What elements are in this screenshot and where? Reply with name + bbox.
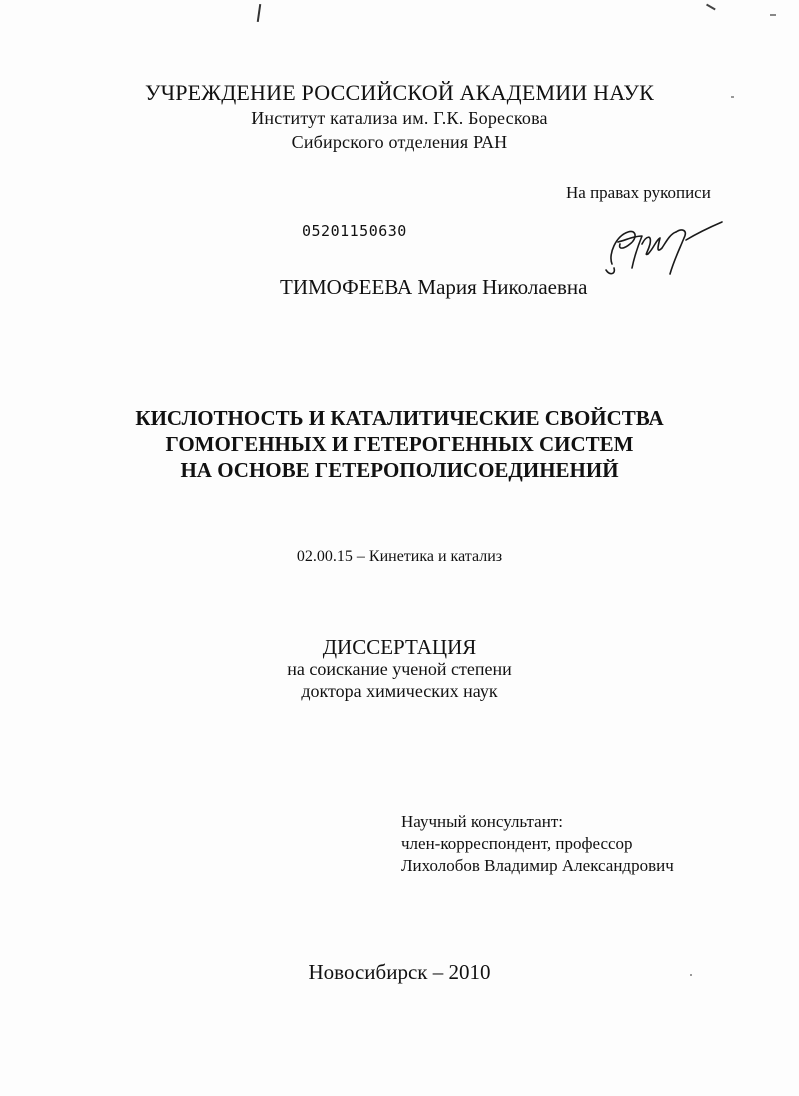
title-line-1: КИСЛОТНОСТЬ И КАТАЛИТИЧЕСКИЕ СВОЙСТВА	[135, 406, 664, 430]
institution-header	[0, 80, 799, 154]
title-line-3: НА ОСНОВЕ ГЕТЕРОПОЛИСОЕДИНЕНИЙ	[180, 458, 619, 482]
degree-line-2: доктора химических наук	[301, 681, 498, 701]
consultant-label: Научный консультант:	[401, 812, 563, 831]
author-name: ТИМОФЕЕВА Мария Николаевна	[280, 275, 588, 299]
consultant-name: Лихолобов Владимир Александрович	[401, 856, 674, 875]
scan-speck-right	[770, 14, 776, 16]
scan-mark-corner	[706, 4, 715, 10]
institute-line-2: Сибирского отделения РАН	[291, 132, 508, 152]
specialty-code: 02.00.15 – Кинетика и катализ	[296, 548, 503, 565]
institution-name: УЧРЕЖДЕНИЕ РОССИЙСКОЙ АКАДЕМИИ НАУК	[144, 80, 655, 105]
document-code: 05201150630	[302, 222, 407, 240]
institute-line-1: Институт катализа им. Г.К. Борескова	[251, 108, 548, 128]
rights-note: На правах рукописи	[566, 183, 711, 202]
dissertation-block	[0, 636, 799, 702]
consultant-block	[401, 811, 674, 877]
signature-image	[598, 214, 728, 284]
consultant-position: член-корреспондент, профессор	[401, 834, 633, 853]
dissertation-title	[0, 405, 799, 483]
dissertation-type: ДИССЕРТАЦИЯ	[322, 635, 477, 659]
title-line-2: ГОМОГЕННЫХ И ГЕТЕРОГЕННЫХ СИСТЕМ	[165, 432, 634, 456]
degree-line-1: на соискание ученой степени	[287, 659, 512, 679]
city-year: Новосибирск – 2010	[308, 960, 491, 984]
scan-mark-top	[257, 4, 261, 22]
